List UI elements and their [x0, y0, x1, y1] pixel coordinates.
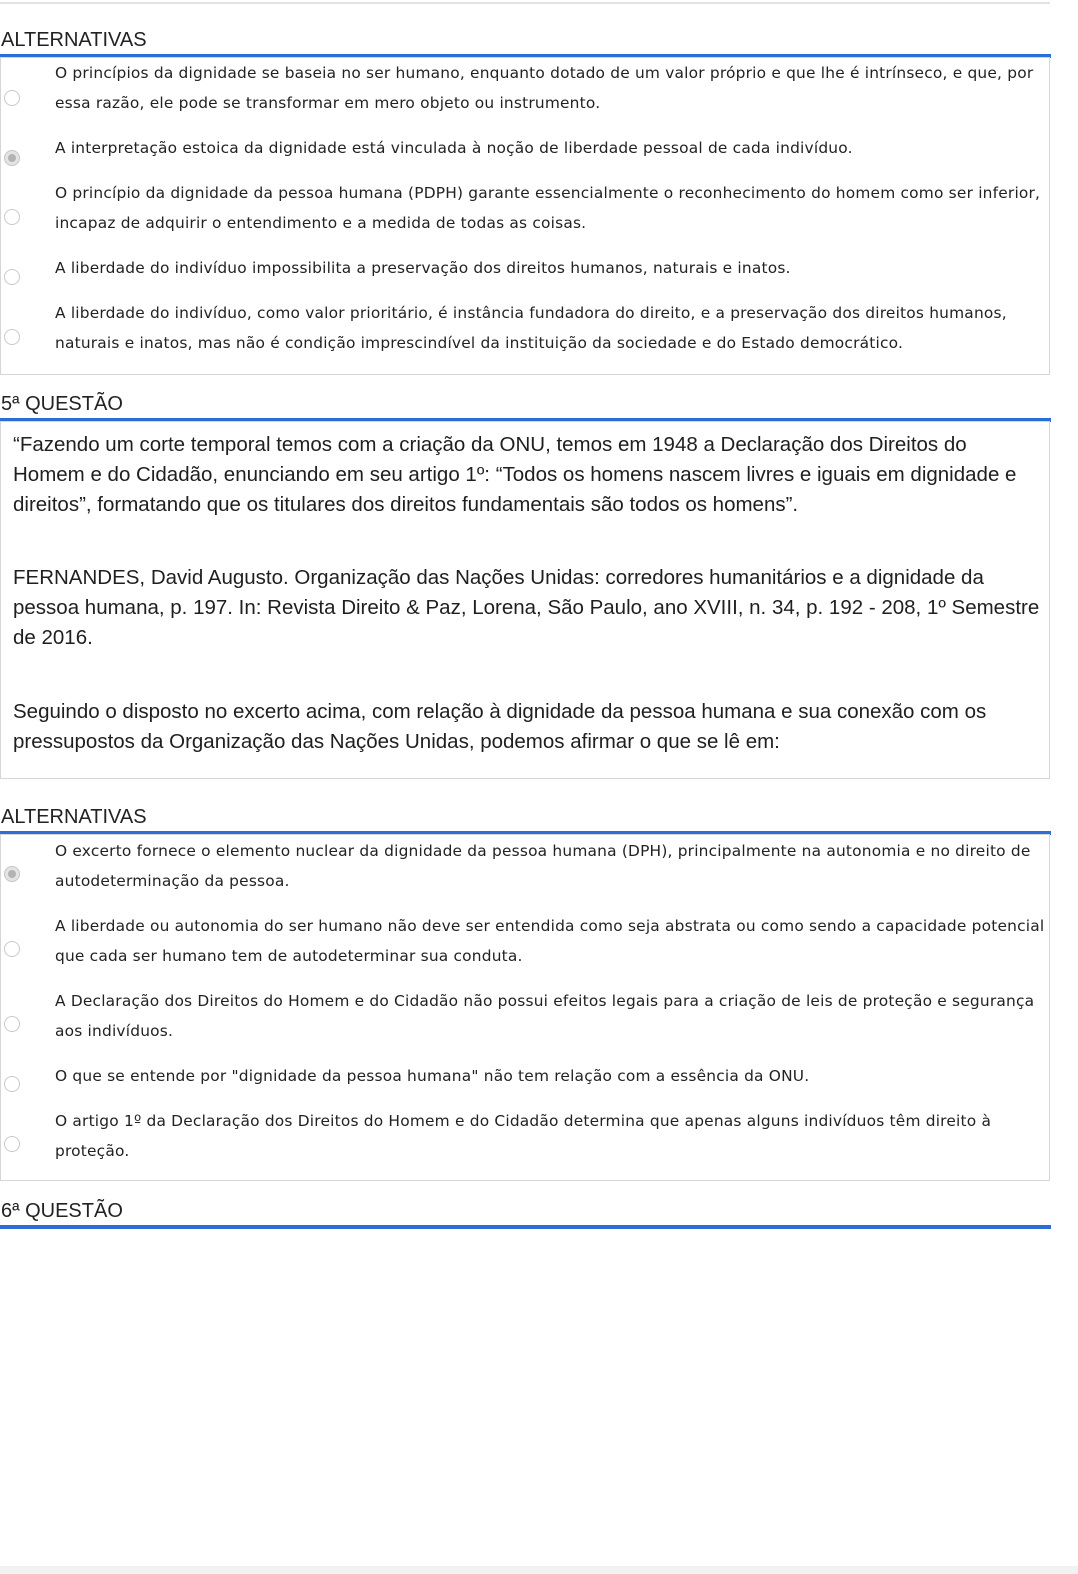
q4-alternative-3-text[interactable]: O princípio da dignidade da pessoa humana (PDPH) garante essencialmente o reconhecimento do homem como ser inferior, incapaz de adquirir o entendimento e a medida de todas as coisas.	[55, 184, 1041, 232]
q5-alternatives-box	[0, 834, 1050, 1181]
q5-title: 5ª QUESTÃO	[0, 391, 1051, 422]
q4-alternative-1-text[interactable]: O princípios da dignidade se baseia no ser humano, enquanto dotado de um valor próprio e que lhe é intrínseco, e que, por essa razão, ele pode se transformar em mero objeto ou instrumento.	[55, 64, 1034, 112]
bottom-divider	[0, 1566, 1078, 1574]
q4-alternatives-heading: ALTERNATIVAS	[0, 27, 1051, 58]
q5-alternative-4-radio[interactable]	[4, 1076, 20, 1092]
q5-alternative-5-text[interactable]: O artigo 1º da Declaração dos Direitos do Homem e do Cidadão determina que apenas alguns indivíduos têm direito à proteção.	[55, 1112, 992, 1160]
q4-alternative-4-radio[interactable]	[4, 269, 20, 285]
q5-question-box	[0, 421, 1050, 779]
q4-alternatives-box	[0, 57, 1050, 375]
q5-alternative-1-text[interactable]: O excerto fornece o elemento nuclear da dignidade da pessoa humana (DPH), principalmente na autonomia e no direito de autodeterminação da pessoa.	[55, 842, 1031, 890]
q4-alternative-3-radio[interactable]	[4, 209, 20, 225]
q4-alternative-2-text[interactable]: A interpretação estoica da dignidade está vinculada à noção de liberdade pessoal de cada indivíduo.	[55, 139, 853, 157]
q4-alternative-4-text[interactable]: A liberdade do indivíduo impossibilita a preservação dos direitos humanos, naturais e inatos.	[55, 259, 791, 277]
q4-alternative-2-radio[interactable]	[4, 150, 20, 166]
q5-alternative-4-text[interactable]: O que se entende por "dignidade da pessoa humana" não tem relação com a essência da ONU.	[55, 1067, 810, 1085]
q5-alternative-3-radio[interactable]	[4, 1016, 20, 1032]
top-divider	[0, 2, 1050, 4]
q5-alternative-3-text[interactable]: A Declaração dos Direitos do Homem e do Cidadão não possui efeitos legais para a criação de leis de proteção e segurança aos indivíduos.	[55, 992, 1035, 1040]
q5-alternative-2-text[interactable]: A liberdade ou autonomia do ser humano não deve ser entendida como seja abstrata ou como sendo a capacidade potencial que cada ser humano tem de autodeterminar sua conduta.	[55, 917, 1045, 965]
q6-title: 6ª QUESTÃO	[0, 1198, 1051, 1229]
q5-citation: FERNANDES, David Augusto. Organização das Nações Unidas: corredores humanitários e a dignidade da pessoa humana, p. 197. In: Revista Direito & Paz, Lorena, São Paulo, ano XVIII, n. 34, p. 192 - 208, 1º Semestre de 2016.	[13, 566, 1040, 649]
q5-quote: “Fazendo um corte temporal temos com a criação da ONU, temos em 1948 a Declaração dos Direitos do Homem e do Cidadão, enunciando em seu artigo 1º: “Todos os homens nascem livres e iguais em dignidade e direitos”, formatando que os titulares dos direitos fundamentais são todos os homens”.	[13, 433, 1017, 516]
q5-alternative-1-radio[interactable]	[4, 866, 20, 882]
q5-alternative-2-radio[interactable]	[4, 941, 20, 957]
q5-prompt: Seguindo o disposto no excerto acima, com relação à dignidade da pessoa humana e sua conexão com os pressupostos da Organização das Nações Unidas, podemos afirmar o que se lê em:	[13, 700, 987, 753]
q5-alternatives-heading: ALTERNATIVAS	[0, 804, 1051, 835]
q5-alternative-5-radio[interactable]	[4, 1136, 20, 1152]
q4-alternative-5-radio[interactable]	[4, 329, 20, 345]
q4-alternative-5-text[interactable]: A liberdade do indivíduo, como valor prioritário, é instância fundadora do direito, e a preservação dos direitos humanos, naturais e inatos, mas não é condição imprescindível da instituição da sociedade e do Estado democrático.	[55, 304, 1007, 352]
q4-alternative-1-radio[interactable]	[4, 90, 20, 106]
